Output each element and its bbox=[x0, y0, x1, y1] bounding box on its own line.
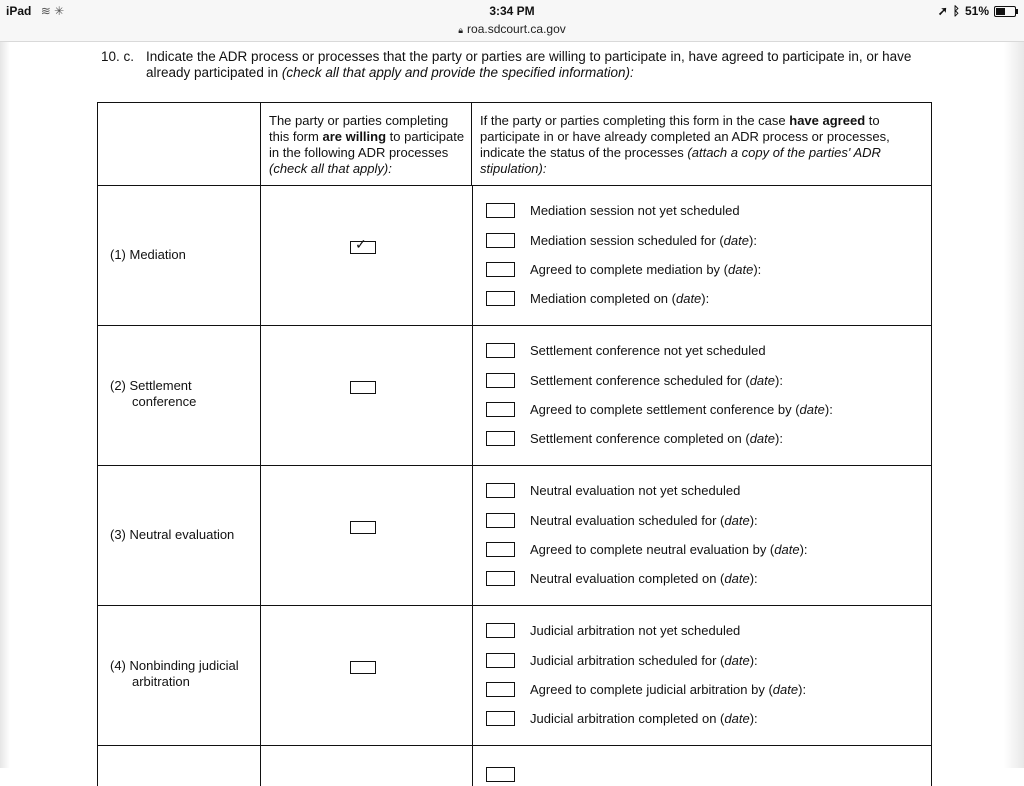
status-checkbox[interactable] bbox=[486, 431, 515, 446]
status-option-text: Settlement conference scheduled for ( bbox=[530, 373, 750, 388]
status-option-label bbox=[530, 373, 783, 389]
header-status-pre: If the party or parties completing this form in the case bbox=[480, 113, 786, 128]
battery-percent: 51% bbox=[964, 4, 989, 18]
header-willing-note: (check all that apply): bbox=[269, 161, 392, 176]
date-placeholder: date bbox=[724, 571, 750, 586]
status-option-label bbox=[530, 513, 758, 529]
process-label bbox=[110, 658, 239, 690]
page-edge-left bbox=[0, 42, 10, 768]
status-option-text: Neutral evaluation not yet scheduled bbox=[530, 483, 741, 498]
status-option-text: Agreed to complete mediation by ( bbox=[530, 262, 728, 277]
punct: ): bbox=[749, 513, 758, 528]
bluetooth-icon: ᛒ bbox=[952, 4, 960, 18]
punct: ): bbox=[753, 262, 762, 277]
status-cell bbox=[473, 326, 931, 465]
process-label-cell bbox=[98, 326, 261, 465]
status-option-text: Judicial arbitration not yet scheduled bbox=[530, 623, 741, 638]
willing-checkbox[interactable] bbox=[350, 521, 376, 534]
punct: ): bbox=[748, 233, 757, 248]
table-row bbox=[98, 606, 931, 746]
status-checkbox[interactable] bbox=[486, 203, 515, 218]
table-header-row bbox=[98, 103, 931, 186]
punct: ): bbox=[775, 431, 783, 446]
status-option-label bbox=[530, 711, 758, 727]
header-status-post: to participate in or have already completed an ADR process or processes, indicate the status of the processes bbox=[480, 113, 890, 160]
status-option-text: Agreed to complete judicial arbitration by ( bbox=[530, 682, 773, 697]
status-option-label bbox=[530, 542, 808, 558]
date-placeholder: date bbox=[723, 233, 749, 248]
wifi-icon: ≋ ✳ bbox=[40, 4, 65, 18]
process-label bbox=[110, 247, 186, 263]
status-option-label bbox=[530, 431, 783, 447]
willing-checkbox[interactable] bbox=[350, 661, 376, 674]
punct: ): bbox=[749, 653, 758, 668]
status-option-label bbox=[530, 483, 740, 499]
url-text: roa.sdcourt.ca.gov bbox=[467, 22, 566, 36]
table-row bbox=[98, 186, 931, 326]
punct: ): bbox=[749, 711, 758, 726]
status-checkbox[interactable] bbox=[486, 767, 515, 782]
check-icon: ✓ bbox=[355, 236, 367, 252]
status-option-label bbox=[530, 653, 758, 669]
process-label-cell bbox=[98, 746, 261, 786]
punct: ): bbox=[799, 542, 808, 557]
punct: ): bbox=[701, 291, 710, 306]
status-option-text: Neutral evaluation scheduled for ( bbox=[530, 513, 725, 528]
status-option-label bbox=[530, 682, 806, 698]
status-option-label bbox=[530, 343, 766, 359]
date-placeholder: date bbox=[724, 711, 750, 726]
punct: ): bbox=[824, 402, 833, 417]
status-option-label bbox=[530, 402, 833, 418]
status-cell bbox=[473, 186, 931, 325]
question-note: (check all that apply and provide the specified information): bbox=[281, 65, 634, 80]
table-row bbox=[98, 466, 931, 606]
willing-cell bbox=[261, 606, 473, 745]
willing-cell bbox=[261, 746, 473, 786]
status-checkbox[interactable] bbox=[486, 542, 515, 557]
status-option-label bbox=[530, 291, 709, 307]
status-checkbox[interactable] bbox=[486, 483, 515, 498]
question-text bbox=[146, 49, 926, 81]
willing-cell bbox=[261, 466, 473, 605]
table-row bbox=[98, 326, 931, 466]
process-label-line1: (1) Mediation bbox=[110, 247, 186, 262]
date-placeholder: date bbox=[724, 513, 750, 528]
header-status-note: (attach a copy of the parties' ADR stipulation): bbox=[480, 145, 881, 176]
status-checkbox[interactable] bbox=[486, 373, 515, 388]
address-bar[interactable] bbox=[0, 22, 1024, 42]
status-option-text: Neutral evaluation completed on ( bbox=[530, 571, 725, 586]
willing-checkbox[interactable] bbox=[350, 381, 376, 394]
status-right bbox=[938, 4, 1016, 18]
status-checkbox[interactable] bbox=[486, 233, 515, 248]
punct: ): bbox=[775, 373, 783, 388]
status-checkbox[interactable] bbox=[486, 571, 515, 586]
date-placeholder: date bbox=[772, 682, 799, 697]
adr-table bbox=[97, 102, 932, 786]
status-checkbox[interactable] bbox=[486, 513, 515, 528]
status-option-label bbox=[530, 203, 740, 219]
battery-icon bbox=[994, 6, 1016, 17]
status-option-text: Mediation session scheduled for ( bbox=[530, 233, 724, 248]
willing-cell bbox=[261, 326, 473, 465]
header-willing-bold: are willing bbox=[322, 129, 387, 144]
status-checkbox[interactable] bbox=[486, 291, 515, 306]
date-placeholder: date bbox=[728, 262, 754, 277]
status-time: 3:34 PM bbox=[489, 4, 535, 18]
status-option-label bbox=[530, 262, 761, 278]
status-checkbox[interactable] bbox=[486, 262, 515, 277]
process-label-cell bbox=[98, 466, 261, 605]
location-icon: ➚ bbox=[937, 4, 948, 18]
status-cell bbox=[473, 466, 931, 605]
status-checkbox[interactable] bbox=[486, 402, 515, 417]
header-willing bbox=[261, 103, 472, 185]
header-cell-empty bbox=[98, 103, 261, 185]
willing-cell bbox=[261, 186, 473, 325]
status-option-text: Agreed to complete neutral evaluation by ( bbox=[530, 542, 775, 557]
process-label-cell bbox=[98, 186, 261, 325]
header-willing-pre: The party or parties completing this form bbox=[269, 113, 449, 144]
date-placeholder: date bbox=[774, 542, 800, 557]
status-checkbox[interactable] bbox=[486, 623, 515, 638]
status-bar bbox=[0, 0, 1024, 22]
status-checkbox[interactable] bbox=[486, 343, 515, 358]
header-willing-post: to participate in the following ADR processes bbox=[269, 129, 465, 160]
status-cell bbox=[473, 606, 931, 745]
status-checkbox[interactable] bbox=[486, 653, 515, 668]
status-checkbox[interactable] bbox=[486, 682, 515, 697]
status-option-label bbox=[530, 233, 757, 249]
date-placeholder: date bbox=[749, 373, 775, 388]
punct: ): bbox=[798, 682, 807, 697]
status-option-text: Settlement conference not yet scheduled bbox=[530, 343, 766, 358]
process-label-line1: (2) Settlement bbox=[110, 378, 192, 393]
status-option-label bbox=[530, 623, 740, 639]
status-option-text: Judicial arbitration scheduled for ( bbox=[530, 653, 725, 668]
process-label-line2: conference bbox=[132, 394, 197, 409]
header-status bbox=[472, 103, 931, 185]
header-status-bold: have agreed bbox=[789, 113, 866, 128]
status-cell bbox=[473, 746, 931, 786]
status-option-label bbox=[530, 571, 758, 587]
date-placeholder: date bbox=[675, 291, 702, 306]
status-option-text: Judicial arbitration completed on ( bbox=[530, 711, 725, 726]
status-checkbox[interactable] bbox=[486, 711, 515, 726]
punct: ): bbox=[749, 571, 758, 586]
device-name: iPad bbox=[6, 4, 32, 18]
date-placeholder: date bbox=[799, 402, 825, 417]
process-label-cell bbox=[98, 606, 261, 745]
process-label-line1: (3) Neutral evaluation bbox=[110, 527, 235, 542]
page-edge-right bbox=[1004, 42, 1024, 768]
table-row-partial bbox=[98, 746, 931, 786]
date-placeholder: date bbox=[749, 431, 775, 446]
question-number: 10. c. bbox=[101, 49, 135, 64]
status-option-text: Settlement conference completed on ( bbox=[530, 431, 750, 446]
status-option-text: Agreed to complete settlement conference by ( bbox=[530, 402, 800, 417]
date-placeholder: date bbox=[724, 653, 750, 668]
status-option-text: Mediation session not yet scheduled bbox=[530, 203, 740, 218]
question-body: Indicate the ADR process or processes that the party or parties are willing to participate in, have agreed to participate in, or have already participated in bbox=[146, 49, 912, 80]
lock-icon: 🔒︎ bbox=[458, 25, 464, 35]
willing-checkbox[interactable] bbox=[350, 236, 376, 254]
process-label bbox=[110, 378, 196, 410]
process-label-line2: arbitration bbox=[132, 674, 190, 689]
status-option-text: Mediation completed on ( bbox=[530, 291, 676, 306]
process-label bbox=[110, 527, 234, 543]
process-label-line1: (4) Nonbinding judicial bbox=[110, 658, 239, 673]
